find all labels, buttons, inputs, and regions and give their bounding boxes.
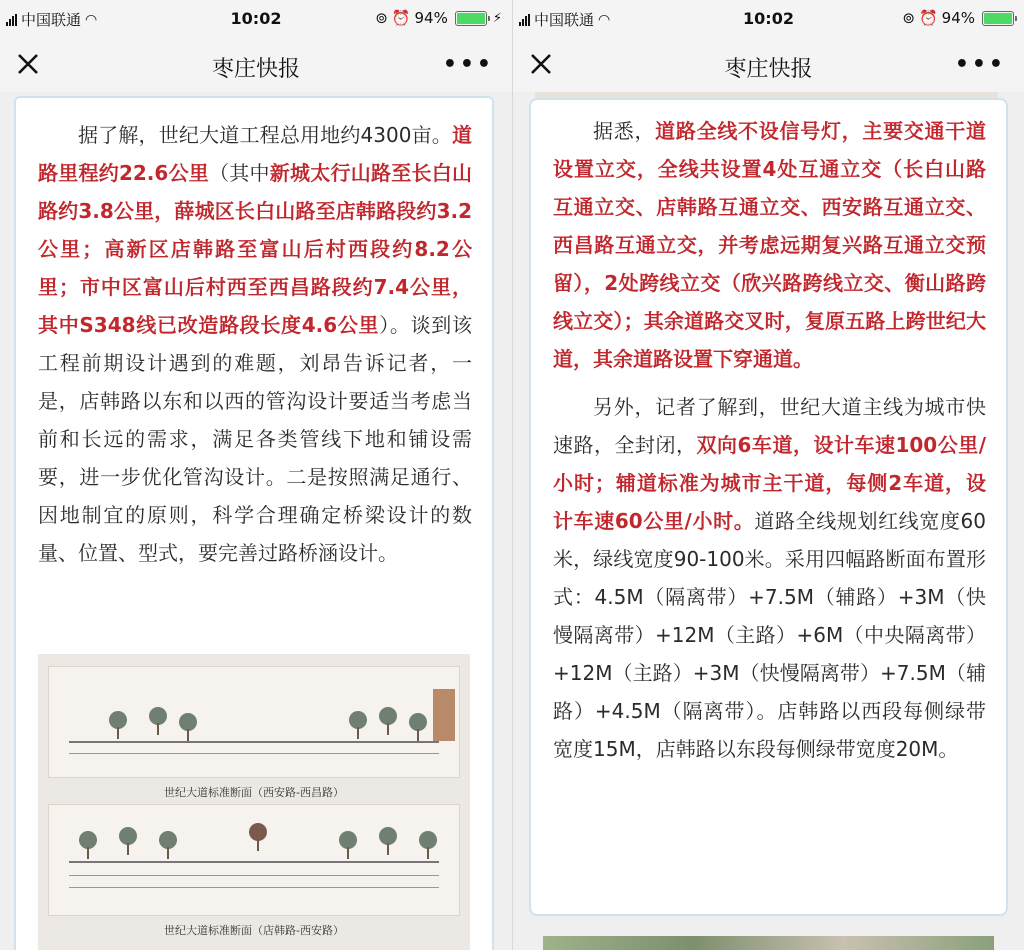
article-card <box>14 96 494 950</box>
alarm-icon: ⏰ <box>391 9 411 27</box>
rotation-lock-icon: ⊚ <box>902 9 915 27</box>
article-paragraph-1 <box>531 112 1006 378</box>
status-time: 10:02 <box>743 9 794 28</box>
text-run: 另外，记者了解到，世纪大道主线为城市快速路，全封闭， <box>553 395 986 457</box>
cross-section-panel-1 <box>48 666 460 778</box>
battery-icon <box>455 11 487 26</box>
wifi-icon: ◠ <box>85 11 98 28</box>
battery-percent: 94% <box>941 9 975 27</box>
text-run: 据悉， <box>593 119 656 143</box>
text-run: 据了解，世纪大道工程总用地约4300亩。 <box>78 123 452 147</box>
carrier-label: 中国联通 <box>534 11 595 29</box>
nav-bar <box>513 38 1024 92</box>
cross-section-caption-1: 世纪大道标准断面（西安路-西昌路） <box>164 786 344 799</box>
wifi-icon: ◠ <box>598 11 611 28</box>
text-run: ）。谈到该工程前期设计遇到的难题，刘昂告诉记者，一是，店韩路以东和以西的管沟设计要适当考虑当前和长远的需求，满足各类管线下地和铺设需要，进一步优化管沟设计。二是按照满足通行、因地制宜的原则，科学合理确定桥梁设计的数量、位置、型式，要完善过路桥涵设计。 <box>38 313 472 565</box>
right-screen <box>512 0 1024 950</box>
article-paragraph <box>16 116 492 572</box>
page-title: 枣庄快报 <box>724 57 813 82</box>
article-card <box>529 98 1008 916</box>
status-time: 10:02 <box>230 9 282 28</box>
battery-icon <box>982 11 1014 26</box>
status-bar <box>0 0 512 38</box>
charging-icon: ⚡ <box>492 10 502 26</box>
highlight-run: 新城太行山路至长白山路约3.8公里，薛城区长白山路至店韩路段约3.2公里；高新区店韩路至富山后村西段约8.2公里；市中区富山后村西至西昌路段约7.4公里，其中S348线已改造路段长度4.6公里 <box>38 161 472 337</box>
page-title: 枣庄快报 <box>211 57 300 82</box>
nav-bar <box>0 38 512 92</box>
article-area[interactable] <box>513 92 1024 950</box>
cross-section-panel-2 <box>48 804 460 916</box>
status-right <box>902 9 1014 27</box>
more-icon: ••• <box>442 52 494 77</box>
status-right <box>375 9 502 27</box>
text-run: 道路全线规划红线宽度60米，绿线宽度90-100米。采用四幅路断面布置形式：4.5M（隔离带）+7.5M（辅路）+3M（快慢隔离带）+12M（主路）+6M（中央隔离带）+12M（主路）+3M（快慢隔离带）+7.5M（辅路）+4.5M（隔离带）。店韩路以西段每侧绿带宽度15M，店韩路以东段每侧绿带宽度20M。 <box>553 509 986 761</box>
next-image-preview <box>543 936 994 950</box>
more-icon: ••• <box>954 52 1006 77</box>
article-paragraph-2 <box>531 388 1006 768</box>
text-run: （其中 <box>209 161 270 185</box>
status-bar <box>513 0 1024 38</box>
rotation-lock-icon: ⊚ <box>375 9 388 27</box>
road-cross-section-image <box>38 654 470 950</box>
article-area[interactable] <box>0 92 512 950</box>
alarm-icon: ⏰ <box>918 9 938 27</box>
more-button[interactable] <box>955 52 1006 77</box>
cross-section-caption-2: 世纪大道标准断面（店韩路-西安路） <box>164 924 344 937</box>
carrier-label: 中国联通 <box>21 11 82 29</box>
highlight-run: 道路里程约22.6公里 <box>38 123 472 185</box>
more-button[interactable] <box>443 52 494 77</box>
battery-percent: 94% <box>414 9 448 27</box>
highlight-run: 双向6车道，设计车速100公里/小时；辅道标准为城市主干道，每侧2车道，设计车速60公里/小时。 <box>553 433 987 533</box>
highlight-run: 道路全线不设信号灯，主要交通干道设置立交，全线共设置4处互通立交（长白山路互通立交、店韩路互通立交、西安路互通立交、西昌路互通立交，并考虑远期复兴路互通立交预留），2处跨线立交（欣兴路跨线立交、衡山路跨线立交）；其余道路交叉时，复原五路上跨世纪大道，其余道路设置下穿通道。 <box>553 119 987 371</box>
